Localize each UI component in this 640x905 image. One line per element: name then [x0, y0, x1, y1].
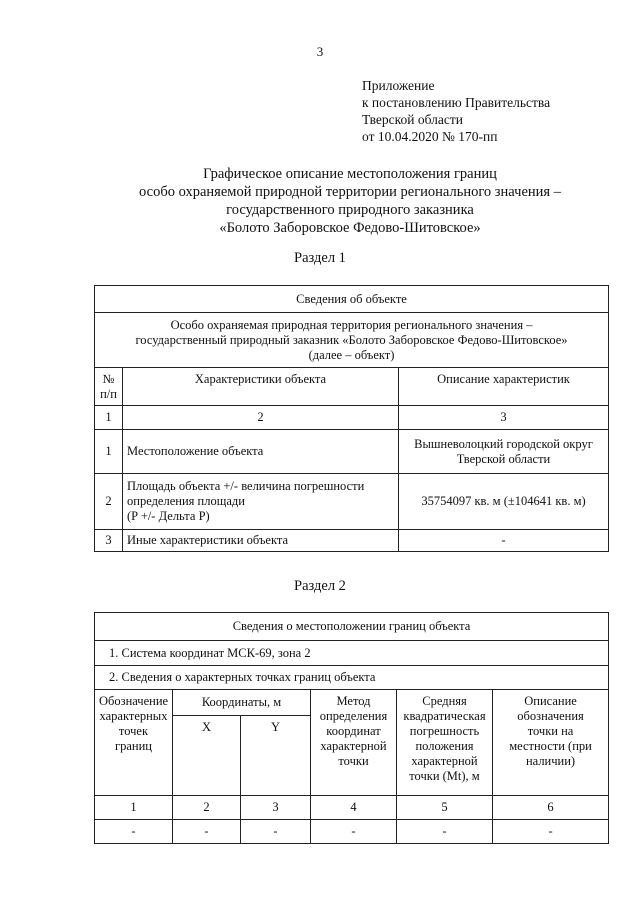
- column-header-x: X: [173, 716, 241, 796]
- table-row: [95, 530, 609, 552]
- column-header-designation: [95, 690, 173, 796]
- column-number: 3: [399, 406, 609, 430]
- coord-system-row: 1. Система координат МСК-69, зона 2: [95, 641, 609, 666]
- table-row: [95, 474, 609, 530]
- column-header-coordinates: Координаты, м: [173, 690, 311, 716]
- table-header: Сведения о местоположении границ объекта: [95, 613, 609, 641]
- object-line: Особо охраняемая природная территория регионального значения –: [170, 317, 533, 332]
- column-header-error: [397, 690, 493, 796]
- column-number: 2: [123, 406, 399, 430]
- name-line: Площадь объекта +/- величина погрешности: [127, 479, 365, 493]
- table-row: [95, 430, 609, 474]
- row-name: Местоположение объекта: [123, 430, 399, 474]
- object-info-table: [94, 285, 609, 552]
- title-line: Графическое описание местоположения границ: [203, 166, 497, 182]
- data-cell: -: [311, 820, 397, 844]
- header-text: точки: [338, 754, 369, 768]
- row-number: 2: [95, 474, 123, 530]
- object-line: (далее – объект): [308, 347, 395, 362]
- title-line: «Болото Заборовское Федово-Шитовское»: [219, 220, 481, 236]
- data-cell: -: [95, 820, 173, 844]
- header-text: Средняя: [422, 694, 467, 708]
- name-line: определения площади: [127, 494, 245, 508]
- row-value: [399, 430, 609, 474]
- row-number: 3: [95, 530, 123, 552]
- header-text: местности (при: [509, 739, 592, 753]
- column-number: 3: [241, 796, 311, 820]
- header-text: точки на: [527, 724, 574, 738]
- data-cell: -: [241, 820, 311, 844]
- header-text: точки (Mt), м: [409, 769, 480, 783]
- name-line: (P +/- Дельта P): [127, 509, 210, 523]
- column-number: 1: [95, 796, 173, 820]
- row-number: 1: [95, 430, 123, 474]
- column-number: 6: [493, 796, 609, 820]
- row-name: Иные характеристики объекта: [123, 530, 399, 552]
- appendix-line: Тверской области: [362, 112, 463, 127]
- column-number: 2: [173, 796, 241, 820]
- row-value: 35754097 кв. м (±104641 кв. м): [399, 474, 609, 530]
- column-number: 1: [95, 406, 123, 430]
- header-text: положения: [415, 739, 474, 753]
- points-info-row: 2. Сведения о характерных точках границ объекта: [95, 666, 609, 690]
- appendix-line: от 10.04.2020 № 170-пп: [362, 129, 498, 144]
- header-text: погрешность: [409, 724, 480, 738]
- column-header-num: [95, 368, 123, 406]
- header-text: квадратическая: [403, 709, 486, 723]
- row-name: [123, 474, 399, 530]
- header-text: координат: [326, 724, 381, 738]
- table-row: [95, 820, 609, 844]
- data-cell: -: [493, 820, 609, 844]
- title-line: государственного природного заказника: [226, 202, 474, 218]
- header-text: определения: [319, 709, 388, 723]
- row-value: -: [399, 530, 609, 552]
- document-title: [60, 165, 640, 237]
- table-header: Сведения об объекте: [95, 286, 609, 313]
- object-line: государственный природный заказник «Болото Заборовское Федово-Шитовское»: [135, 332, 568, 347]
- header-text: границ: [115, 739, 152, 753]
- column-header-description: Описание характеристик: [399, 368, 609, 406]
- appendix-line: к постановлению Правительства: [362, 95, 551, 110]
- column-header-point-description: [493, 690, 609, 796]
- appendix-line: Приложение: [362, 78, 435, 93]
- column-header-characteristics: Характеристики объекта: [123, 368, 399, 406]
- section1-heading: Раздел 1: [294, 250, 346, 266]
- section2-heading: Раздел 2: [294, 578, 346, 594]
- object-description-cell: [95, 313, 609, 368]
- header-text: точек: [118, 724, 149, 738]
- header-text: обозначения: [517, 709, 584, 723]
- appendix-block: [362, 77, 550, 145]
- column-number: 4: [311, 796, 397, 820]
- column-number: 5: [397, 796, 493, 820]
- boundary-info-table: [94, 612, 609, 844]
- header-text: п/п: [100, 386, 117, 401]
- column-header-method: [311, 690, 397, 796]
- data-cell: -: [397, 820, 493, 844]
- header-text: Обозначение: [99, 694, 169, 708]
- data-cell: -: [173, 820, 241, 844]
- header-text: Метод: [336, 694, 371, 708]
- column-header-y: Y: [241, 716, 311, 796]
- header-text: №: [102, 371, 115, 386]
- page-number: 3: [316, 44, 324, 59]
- header-text: Описание: [524, 694, 577, 708]
- header-text: характерной: [411, 754, 478, 768]
- value-line: Вышневолоцкий городской округ: [414, 436, 593, 451]
- title-line: особо охраняемой природной территории регионального значения –: [139, 184, 561, 200]
- value-line: Тверской области: [456, 451, 551, 466]
- header-text: характерных: [99, 709, 168, 723]
- header-text: наличии): [525, 754, 576, 768]
- header-text: характерной: [320, 739, 387, 753]
